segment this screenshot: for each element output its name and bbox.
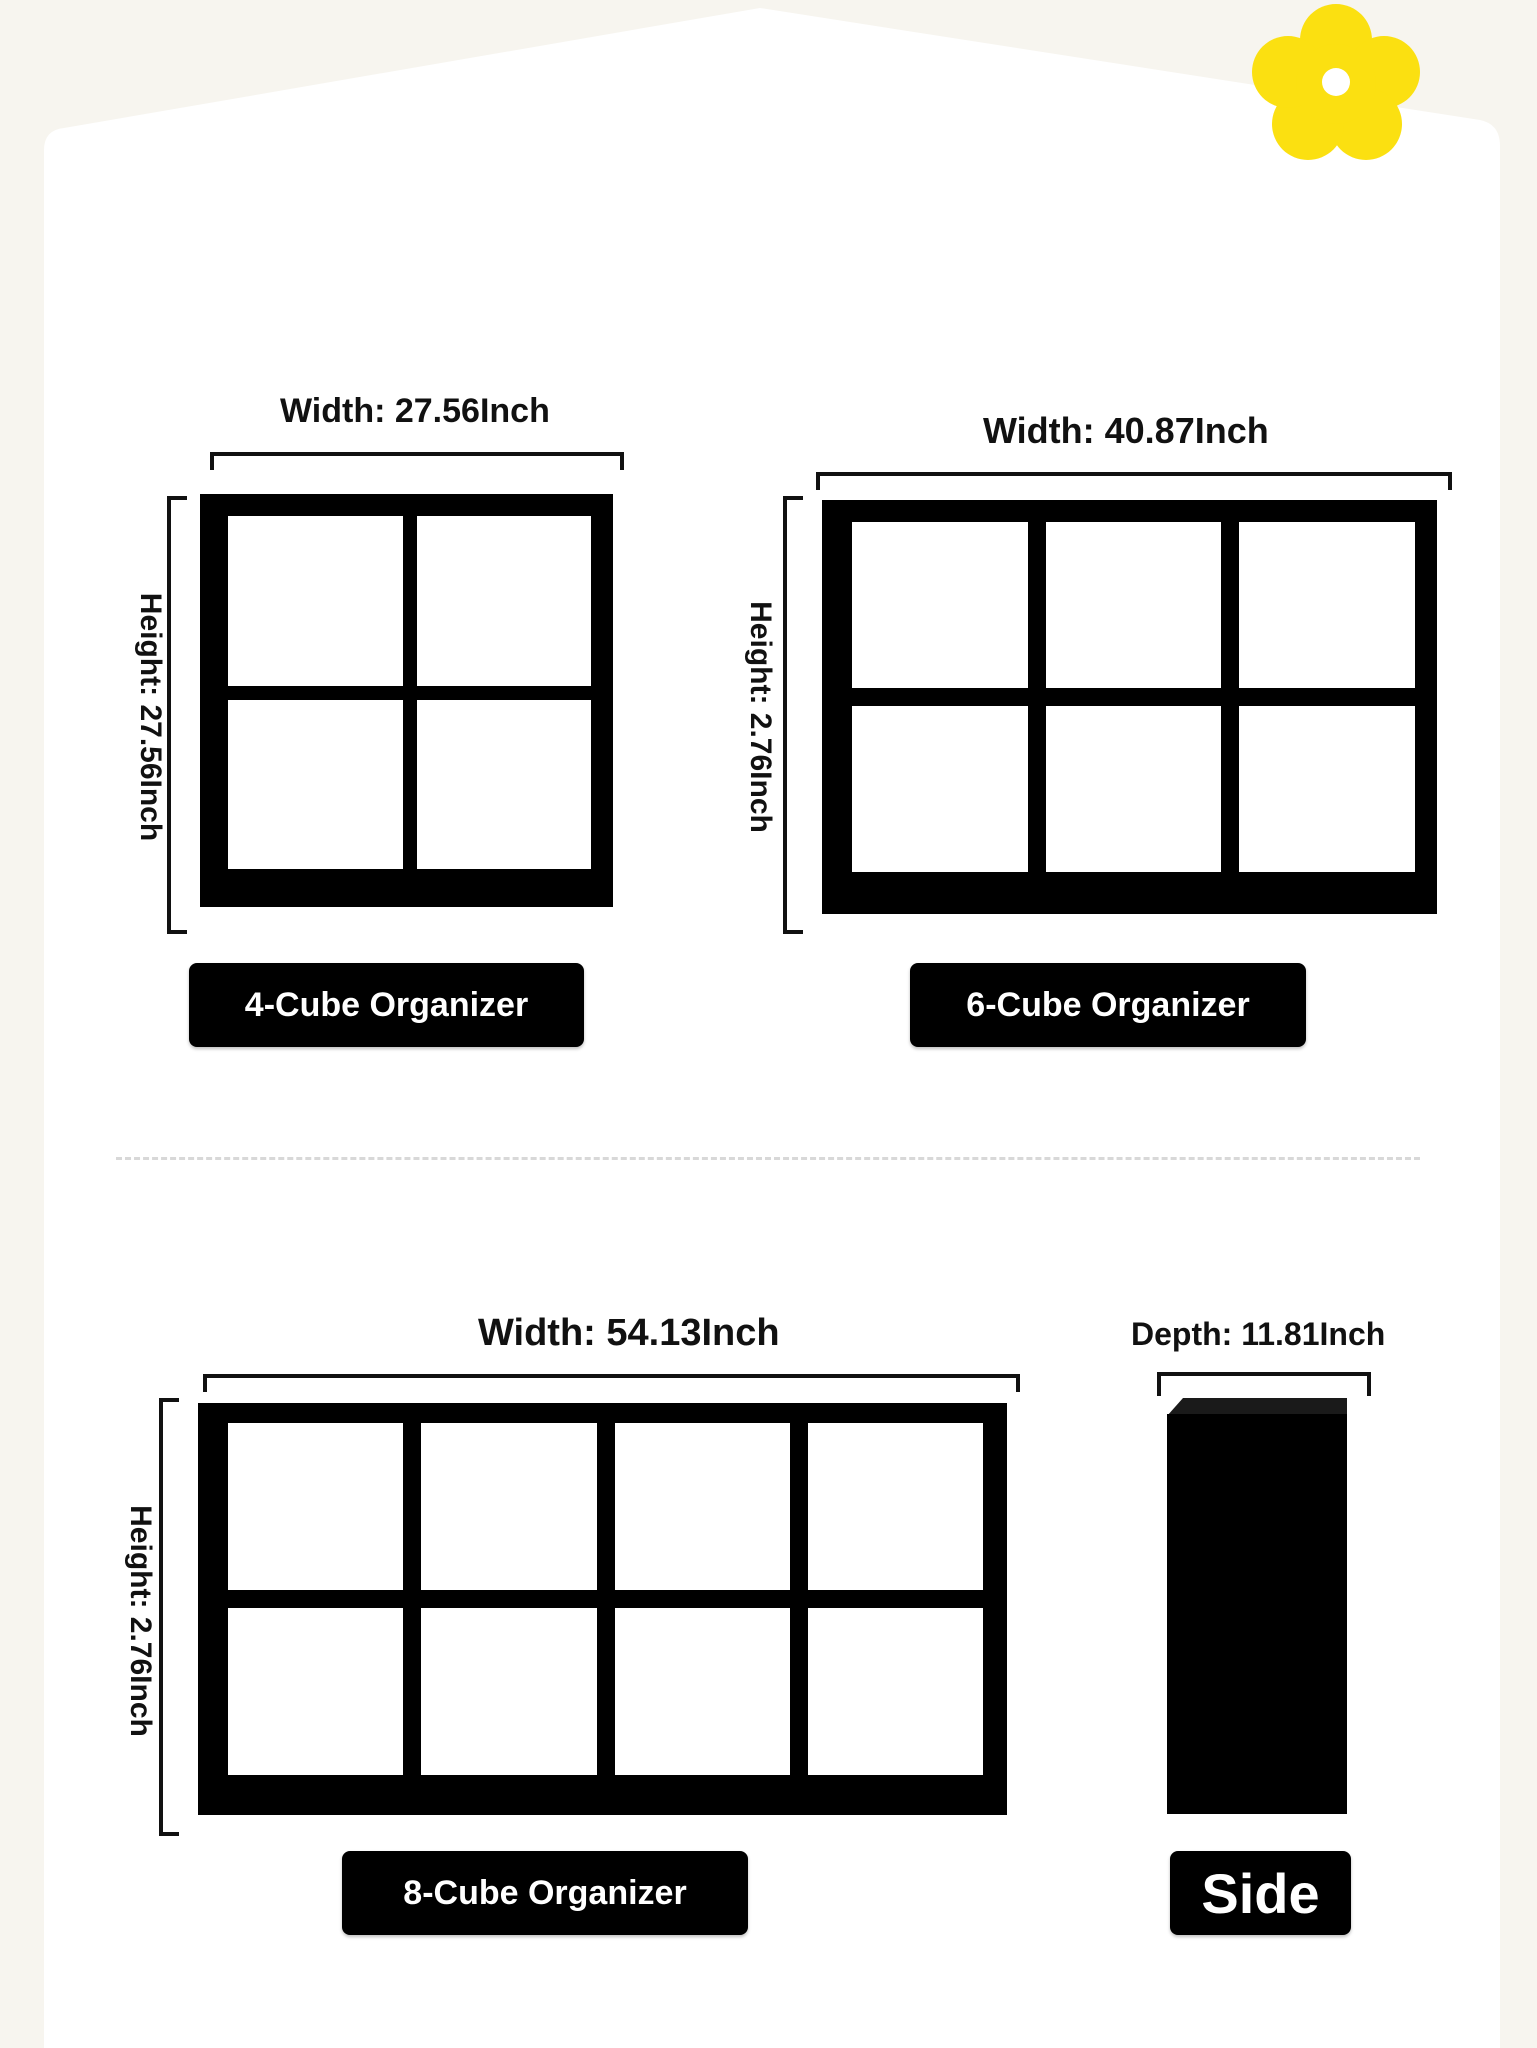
side-depth-bracket: [1157, 1372, 1371, 1396]
flower-icon: [1250, 0, 1430, 170]
shelf-cube: [228, 1423, 403, 1590]
shelf-cube: [417, 700, 592, 870]
shelf-cube: [228, 1608, 403, 1775]
shelf-cube: [421, 1608, 596, 1775]
eight-cube-width-bracket: [203, 1374, 1020, 1392]
eight-cube-shelf: [198, 1403, 1007, 1815]
shelf-cube: [228, 516, 403, 686]
six-cube-height-bracket: [783, 496, 803, 934]
eight-cube-height-bracket: [159, 1398, 179, 1836]
shelf-cube: [228, 700, 403, 870]
eight-cube-name-tag: 8-Cube Organizer: [342, 1851, 748, 1935]
shelf-cube: [1239, 706, 1415, 872]
shelf-cube: [808, 1423, 983, 1590]
shelf-cube: [852, 522, 1028, 688]
shelf-cube: [421, 1423, 596, 1590]
four-cube-width-bracket: [210, 452, 624, 470]
shelf-cube: [1239, 522, 1415, 688]
side-name-tag: Side: [1170, 1851, 1351, 1935]
shelf-cube: [417, 516, 592, 686]
side-depth-label: Depth: 11.81Inch: [1131, 1316, 1386, 1352]
four-cube-height-bracket: [167, 496, 187, 934]
shelf-cube: [1046, 706, 1222, 872]
shelf-cube: [615, 1608, 790, 1775]
six-cube-width-bracket: [816, 472, 1452, 490]
four-cube-width-label: Width: 27.56Inch: [280, 392, 550, 430]
four-cube-shelf: [200, 494, 613, 907]
shelf-cube: [1046, 522, 1222, 688]
shelf-cube: [852, 706, 1028, 872]
six-cube-name-tag: 6-Cube Organizer: [910, 963, 1306, 1047]
four-cube-height-label: Height: 27.56Inch: [134, 592, 167, 842]
shelf-cube: [615, 1423, 790, 1590]
side-panel: [1165, 1396, 1350, 1818]
four-cube-name-tag: 4-Cube Organizer: [189, 963, 584, 1047]
eight-cube-height-label: Height: 2.76Inch: [124, 1505, 157, 1737]
six-cube-width-label: Width: 40.87Inch: [983, 410, 1269, 451]
section-divider: [116, 1157, 1420, 1160]
eight-cube-width-label: Width: 54.13Inch: [478, 1312, 780, 1354]
six-cube-shelf: [822, 500, 1437, 914]
shelf-cube: [808, 1608, 983, 1775]
six-cube-height-label: Height: 2.76Inch: [744, 601, 777, 833]
